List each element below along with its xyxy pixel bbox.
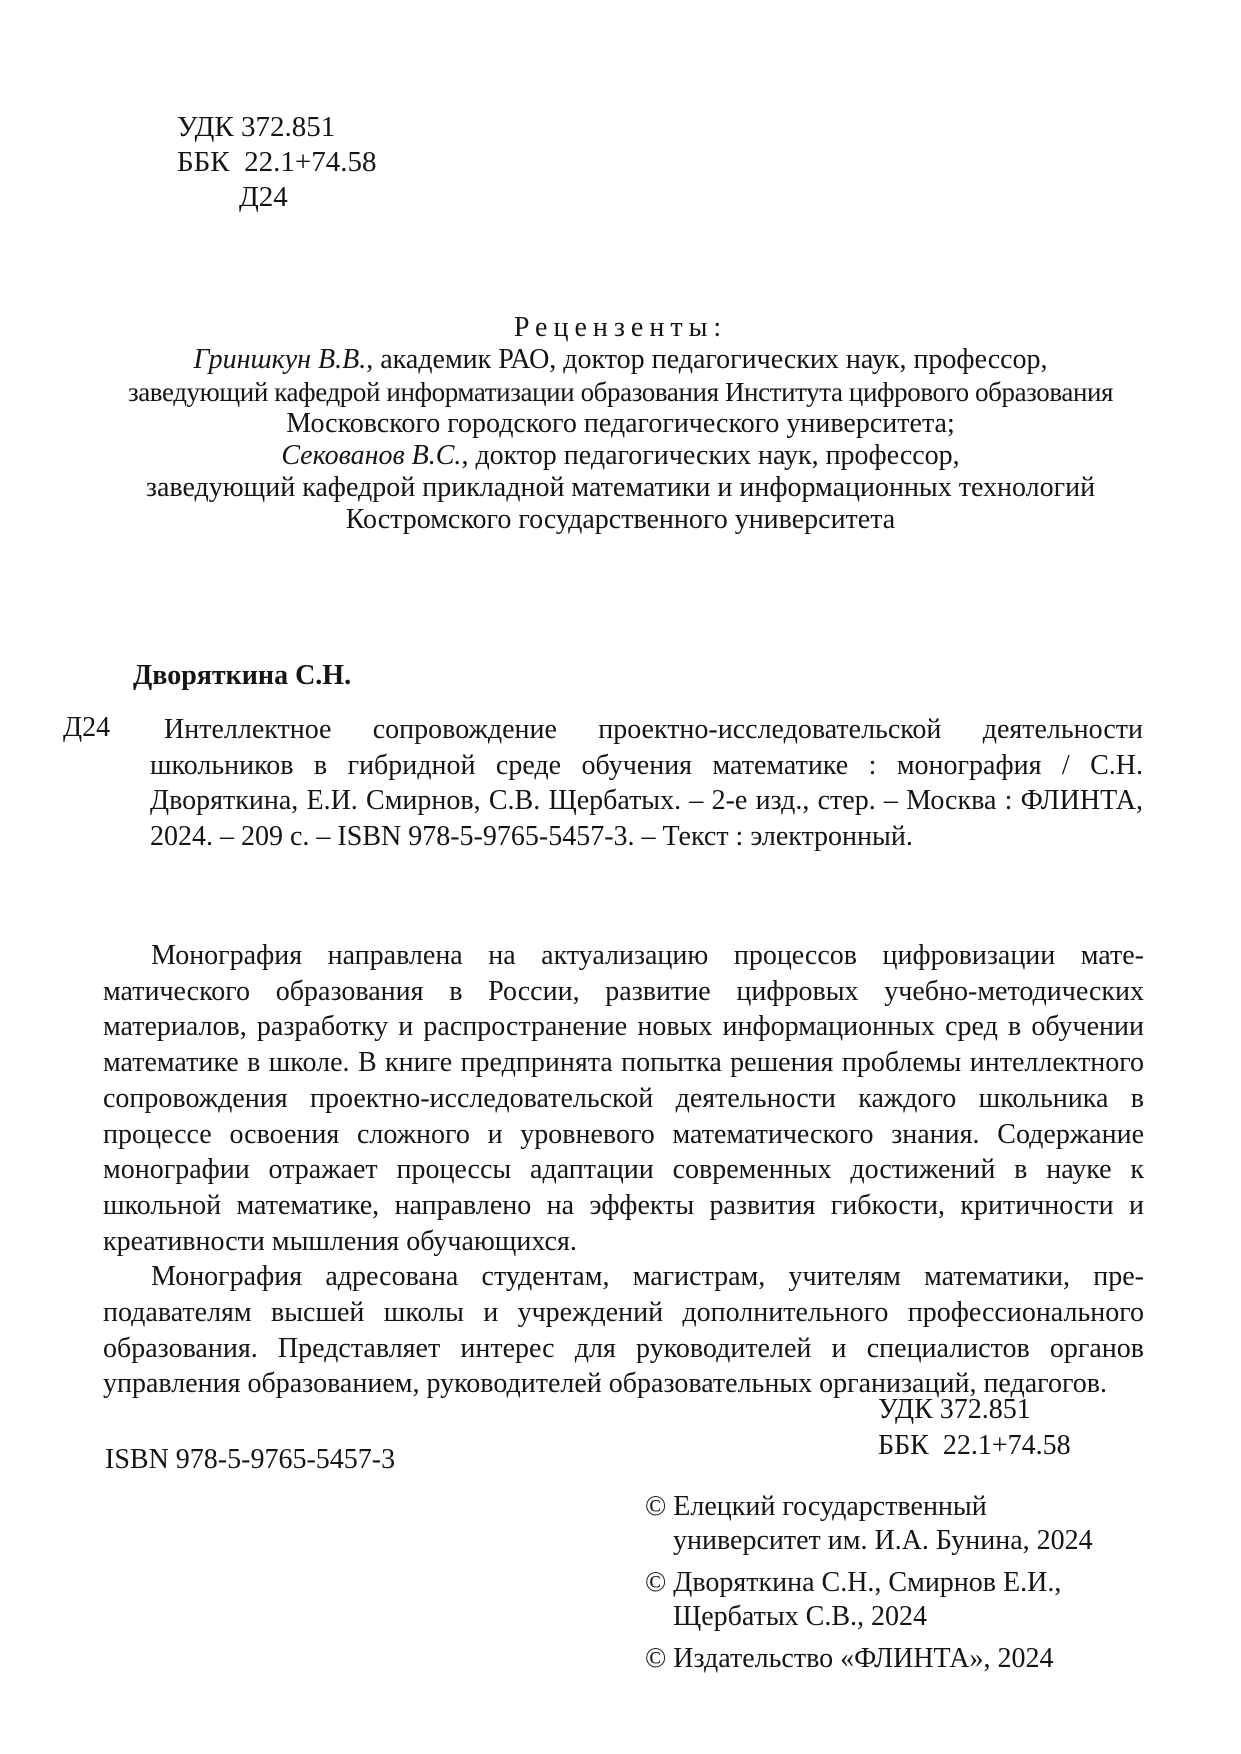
reviewers-section	[100, 312, 1141, 536]
reviewer-2-line-2: заведующий кафедрой прикладной математики и информационных технологий	[145, 472, 1096, 503]
annotation-paragraph-2: Монография адресована студентам, магистрам, учителям математики, преподавателям высшей школы и учреждений дополнительного профессионального образования. Представляет интерес для руководителей и специалистов органов управления образованием, руководителей образовательных организаций, педагогов.	[103, 1261, 1144, 1400]
reviewer-2-line-3: Костромского государственного университета	[345, 504, 896, 535]
copyright-entry-line-1	[645, 1642, 1093, 1676]
copyright-entry-line-2: Щербатых С.В., 2024	[673, 1601, 928, 1632]
author-sign-code-top: Д24	[239, 181, 288, 213]
reviewers-heading: Рецензенты:	[513, 312, 728, 343]
copyright-entry	[645, 1490, 1093, 1558]
copyright-symbol: ©	[645, 1643, 667, 1674]
annotation-section	[103, 938, 1144, 1402]
udk-code-top: УДК 372.851	[177, 111, 336, 143]
annotation-paragraph-1: Монография направлена на актуализацию процессов цифровизации математического образования в России, развитие цифровых учебно-методических материалов, разработку и распространение новых информационных сред в обучении математике в школе. В книге предпринята попытка решения проблемы интеллектного сопровождения проектно-исследовательской деятельности каждого школьника в процессе освоения сложного и уровневого математического знания. Содержание монографии отражает процессы адаптации современных достижений в науке к школьной математике, направлено на эффекты развития гибкости, критичности и креативности мышления обучающихся.	[103, 940, 1144, 1257]
udk-code-bottom: УДК 372.851	[878, 1394, 1031, 1425]
copyright-section	[645, 1490, 1093, 1684]
copyright-entry-line-1	[645, 1490, 1093, 1524]
top-bibliographic-codes	[177, 110, 377, 215]
reviewer-1-name: Гриншкун В.В.	[193, 344, 367, 375]
reviewer-2-line-1	[100, 440, 1141, 472]
catalog-entry-code: Д24	[63, 712, 111, 743]
reviewer-1-line-1	[100, 344, 1141, 376]
copyright-entry	[645, 1566, 1093, 1634]
reviewer-1-line-2: заведующий кафедрой информатизации образования Института цифрового образования	[127, 377, 1114, 407]
reviewer-2-titles: , доктор педагогических наук, профессор,	[461, 440, 960, 471]
catalog-entry-text: Интеллектное сопровождение проектно-исследовательской деятельности школьников в гибридной среде обучения математике : монография / С.Н. Дворяткина, Е.И. Смирнов, С.В. Щербатых. – 2-е изд., стер. – Москва : ФЛИНТА, 2024. – 209 с. – ISBN 978-5-9765-5457-3. – Текст : электронный.	[150, 714, 1143, 852]
reviewer-2-name: Секованов В.С.	[281, 440, 462, 471]
reviewer-1-line-3: Московского городского педагогического университета;	[286, 408, 955, 439]
isbn-line: ISBN 978-5-9765-5457-3	[105, 1444, 396, 1475]
bbk-code-top: ББК 22.1+74.58	[177, 146, 377, 178]
copyright-entry	[645, 1642, 1093, 1676]
copyright-symbol: ©	[645, 1491, 667, 1522]
bottom-bibliographic-codes	[878, 1392, 1071, 1464]
copyright-holder: Дворяткина С.Н., Смирнов Е.И.,	[673, 1567, 1062, 1598]
bbk-code-bottom: ББК 22.1+74.58	[878, 1430, 1071, 1461]
copyright-entry-line-1	[645, 1566, 1093, 1600]
author-heading: Дворяткина С.Н.	[133, 660, 352, 691]
copyright-holder: Елецкий государственный	[673, 1491, 987, 1522]
copyright-entry-line-2: университет им. И.А. Бунина, 2024	[673, 1525, 1093, 1556]
reviewer-1-titles: , академик РАО, доктор педагогических наук, профессор,	[366, 344, 1048, 375]
copyright-symbol: ©	[645, 1567, 667, 1598]
copyright-holder: Издательство «ФЛИНТА», 2024	[673, 1643, 1054, 1674]
